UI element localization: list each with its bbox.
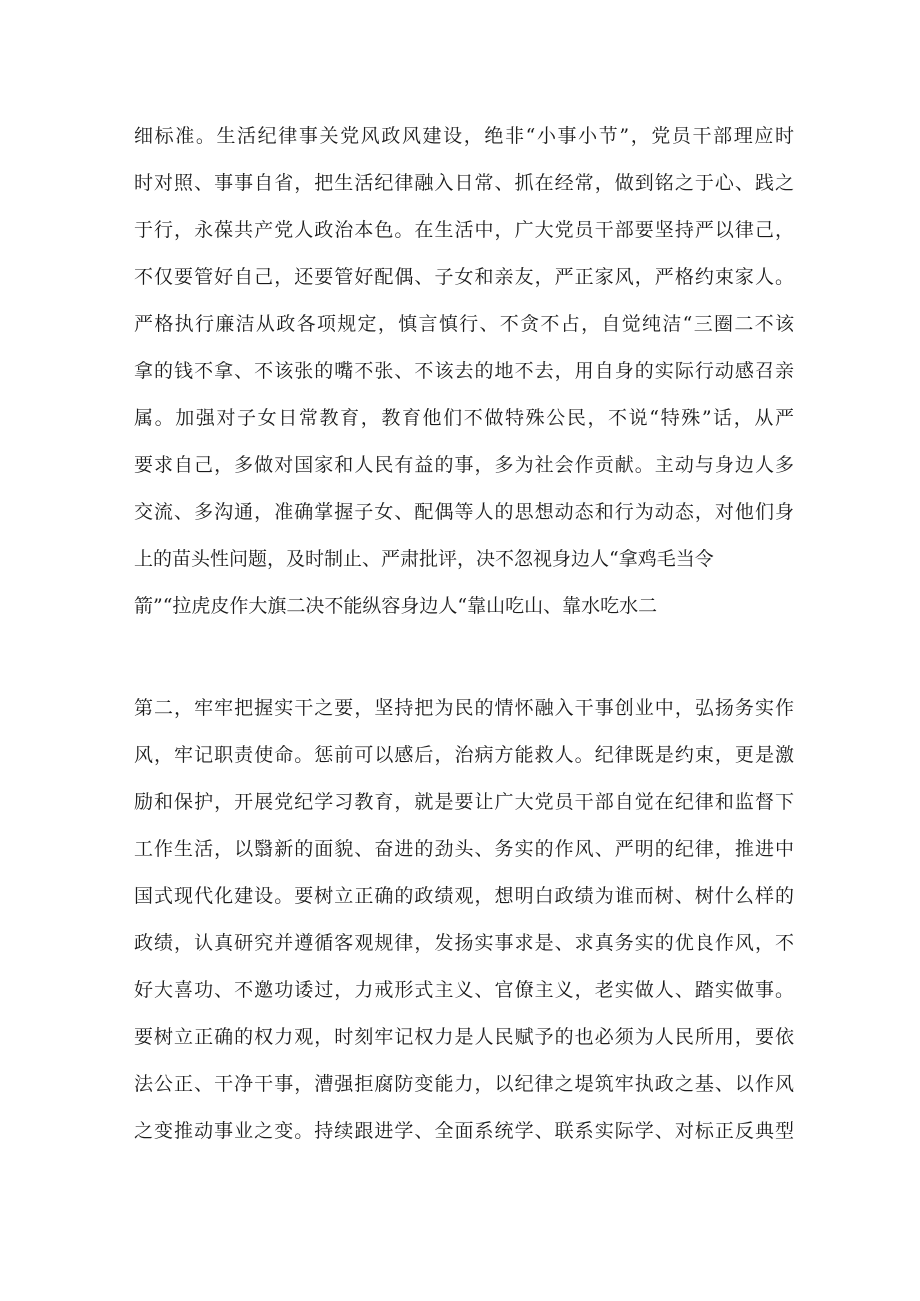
text-line: 法公正、干净干事，漕强拒腐防变能力，以纪律之堤筑牢执政之基、以作风: [134, 1073, 794, 1095]
text-line: 严格执行廉洁从政各项规定，慎言慎行、不贪不占，自觉纯洁“三圈二不该: [134, 313, 794, 335]
text-line: 政绩，认真研究并遵循客观规律，发扬实事求是、求真务实的优良作风，不: [134, 932, 794, 954]
text-line: 属。加强对子女日常教育，教育他们不做特殊公民，不说“特殊”话，从严: [134, 407, 794, 429]
text-line: 好大喜功、不邀功诿过，力戒形式主义、官僚主义，老实做人、踏实做事。: [134, 979, 794, 1001]
text-line: 于行，永葆共产党人政治本色。在生活中，广大党员干部要坚持严以律己，: [134, 219, 794, 241]
text-line: 要求自己，多做对国家和人民有益的事，多为社会作贡献。主动与身边人多: [134, 454, 794, 476]
text-line: 工作生活，以翳新的面貌、奋进的劲头、务实的作风、严明的纪律，推进中: [134, 838, 794, 860]
text-line: 第二，牢牢把握实干之要，坚持把为民的情怀融入干事创业中，弘扬务实作: [134, 697, 794, 719]
text-line: 拿的钱不拿、不该张的嘴不张、不该去的地不去，用自身的实际行动感召亲: [134, 360, 794, 382]
text-line: 交流、多沟通，准确掌握子女、配偶等人的思想动态和行为动态，对他们身: [134, 501, 794, 523]
text-line: 箭”“拉虎皮作大旗二决不能纵容身边人“靠山吃山、靠水吃水二: [134, 595, 658, 617]
text-line: 细标准。生活纪律事关党风政风建设，绝非“小事小节”，党员干部理应时: [134, 125, 794, 147]
text-line: 不仅要管好自己，还要管好配偶、子女和亲友，严正家风，严格约束家人。: [134, 266, 794, 288]
text-line: 风，牢记职责使命。惩前可以感后，治病方能救人。纪律既是约束，更是激: [134, 744, 794, 766]
text-line: 国式现代化建设。要树立正确的政绩观，想明白政绩为谁而树、树什么样的: [134, 885, 794, 907]
text-line: 励和保护，开展党纪学习教育，就是要让广大党员干部自觉在纪律和监督下: [134, 791, 794, 813]
text-line: 要树立正确的权力观，时刻牢记权力是人民赋予的也必须为人民所用，要依: [134, 1026, 794, 1048]
text-line: 之变推动事业之变。持续跟进学、全面系统学、联系实际学、对标正反典型: [134, 1120, 794, 1142]
text-line: 时对照、事事自省，把生活纪律融入日常、抓在经常，做到铭之于心、践之: [134, 172, 794, 194]
text-line: 上的苗头性问题，及时制止、严肃批评，决不忽视身边人“拿鸡毛当令: [134, 548, 714, 570]
